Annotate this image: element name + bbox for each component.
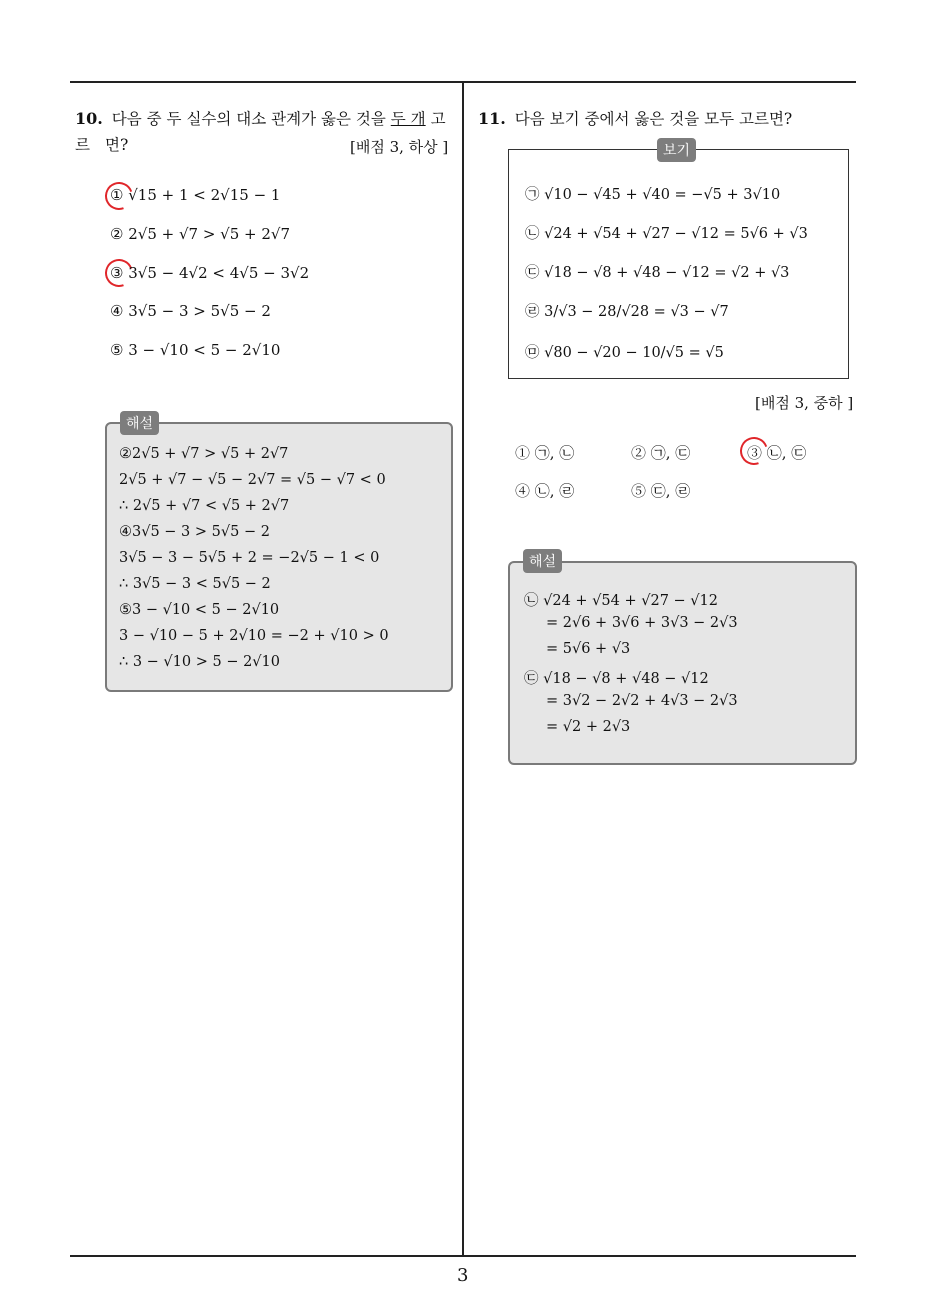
q10-points: [배점 3, 하상 ] <box>350 138 449 156</box>
q11-bogi-box <box>508 149 849 379</box>
q11-bogi-line-5: ㉤ √80 − √20 − 10/√5 = √5 <box>525 345 724 361</box>
q10-choice-1[interactable]: ① √15 + 1 < 2√15 − 1 <box>110 186 281 204</box>
q11-bogi-line-3: ㉢ √18 − √8 + √48 − √12 = √2 + √3 <box>525 265 790 281</box>
q11-sol-line-3: = 5√6 + √3 <box>546 641 631 657</box>
q11-title-text: 다음 보기 중에서 옳은 것을 모두 고르면? <box>514 110 793 128</box>
q10-number: 10. <box>75 109 103 128</box>
q10-title-underlined: 두 개 <box>390 110 426 128</box>
q10-sol-line-5: 3√5 − 3 − 5√5 + 2 = −2√5 − 1 < 0 <box>119 550 380 566</box>
page-number: 3 <box>457 1265 469 1286</box>
q11-sol-line-4: ㉢ √18 − √8 + √48 − √12 <box>524 671 709 687</box>
q10-title-cont: 면? <box>105 136 129 154</box>
q11-points: [배점 3, 중하 ] <box>755 394 854 412</box>
q11-sol-line-2: = 2√6 + 3√6 + 3√3 − 2√3 <box>546 615 738 631</box>
q11-bogi-line-1: ㉠ √10 − √45 + √40 = −√5 + 3√10 <box>525 187 781 203</box>
q10-choice-2[interactable]: ② 2√5 + √7 > √5 + 2√7 <box>110 225 291 243</box>
q10-choice-4[interactable]: ④ 3√5 − 3 > 5√5 − 2 <box>110 302 271 320</box>
q10-solution-box <box>105 422 453 692</box>
q11-sol-line-5: = 3√2 − 2√2 + 4√3 − 2√3 <box>546 693 738 709</box>
q10-sol-line-4: ④3√5 − 3 > 5√5 − 2 <box>119 524 270 540</box>
q11-number: 11. <box>478 109 506 128</box>
q11-bogi-tag: 보기 <box>657 138 696 162</box>
q10-title-text-b: 고르 <box>75 110 446 154</box>
q10-sol-line-3: ∴ 2√5 + √7 < √5 + 2√7 <box>119 498 290 514</box>
q10-sol-line-2: 2√5 + √7 − √5 − 2√7 = √5 − √7 < 0 <box>119 472 386 488</box>
q11-bogi-line-4: ㉣ 3/√3 − 28/√28 = √3 − √7 <box>525 304 729 320</box>
q10-sol-line-8: 3 − √10 − 5 + 2√10 = −2 + √10 > 0 <box>119 628 389 644</box>
q11-solution-box <box>508 561 857 765</box>
q10-choice-5[interactable]: ⑤ 3 − √10 < 5 − 2√10 <box>110 341 281 359</box>
q11-choice-3[interactable]: ③ ㉡, ㉢ <box>747 444 807 462</box>
column-divider <box>462 83 464 1255</box>
q10-title-text-a: 다음 중 두 실수의 대소 관계가 옳은 것을 <box>111 110 386 128</box>
q10-sol-line-1: ②2√5 + √7 > √5 + 2√7 <box>119 446 289 462</box>
q11-sol-line-6: = √2 + 2√3 <box>546 719 631 735</box>
q10-solution-tag: 해설 <box>120 411 159 435</box>
q10-sol-line-7: ⑤3 − √10 < 5 − 2√10 <box>119 602 280 618</box>
bottom-rule <box>70 1255 856 1257</box>
q11-solution-tag: 해설 <box>523 549 562 573</box>
q11-sol-line-1: ㉡ √24 + √54 + √27 − √12 <box>524 593 718 609</box>
q10-sol-line-6: ∴ 3√5 − 3 < 5√5 − 2 <box>119 576 271 592</box>
q10-choice-3[interactable]: ③ 3√5 − 4√2 < 4√5 − 3√2 <box>110 264 310 282</box>
q11-choice-2[interactable]: ② ㉠, ㉢ <box>631 444 691 462</box>
q11-choice-4[interactable]: ④ ㉡, ㉣ <box>515 482 575 500</box>
q11-title <box>478 106 858 132</box>
q11-bogi-line-2: ㉡ √24 + √54 + √27 − √12 = 5√6 + √3 <box>525 226 808 242</box>
q11-choice-1[interactable]: ① ㉠, ㉡ <box>515 444 575 462</box>
q10-sol-line-9: ∴ 3 − √10 > 5 − 2√10 <box>119 654 280 670</box>
q11-choice-5[interactable]: ⑤ ㉢, ㉣ <box>631 482 691 500</box>
